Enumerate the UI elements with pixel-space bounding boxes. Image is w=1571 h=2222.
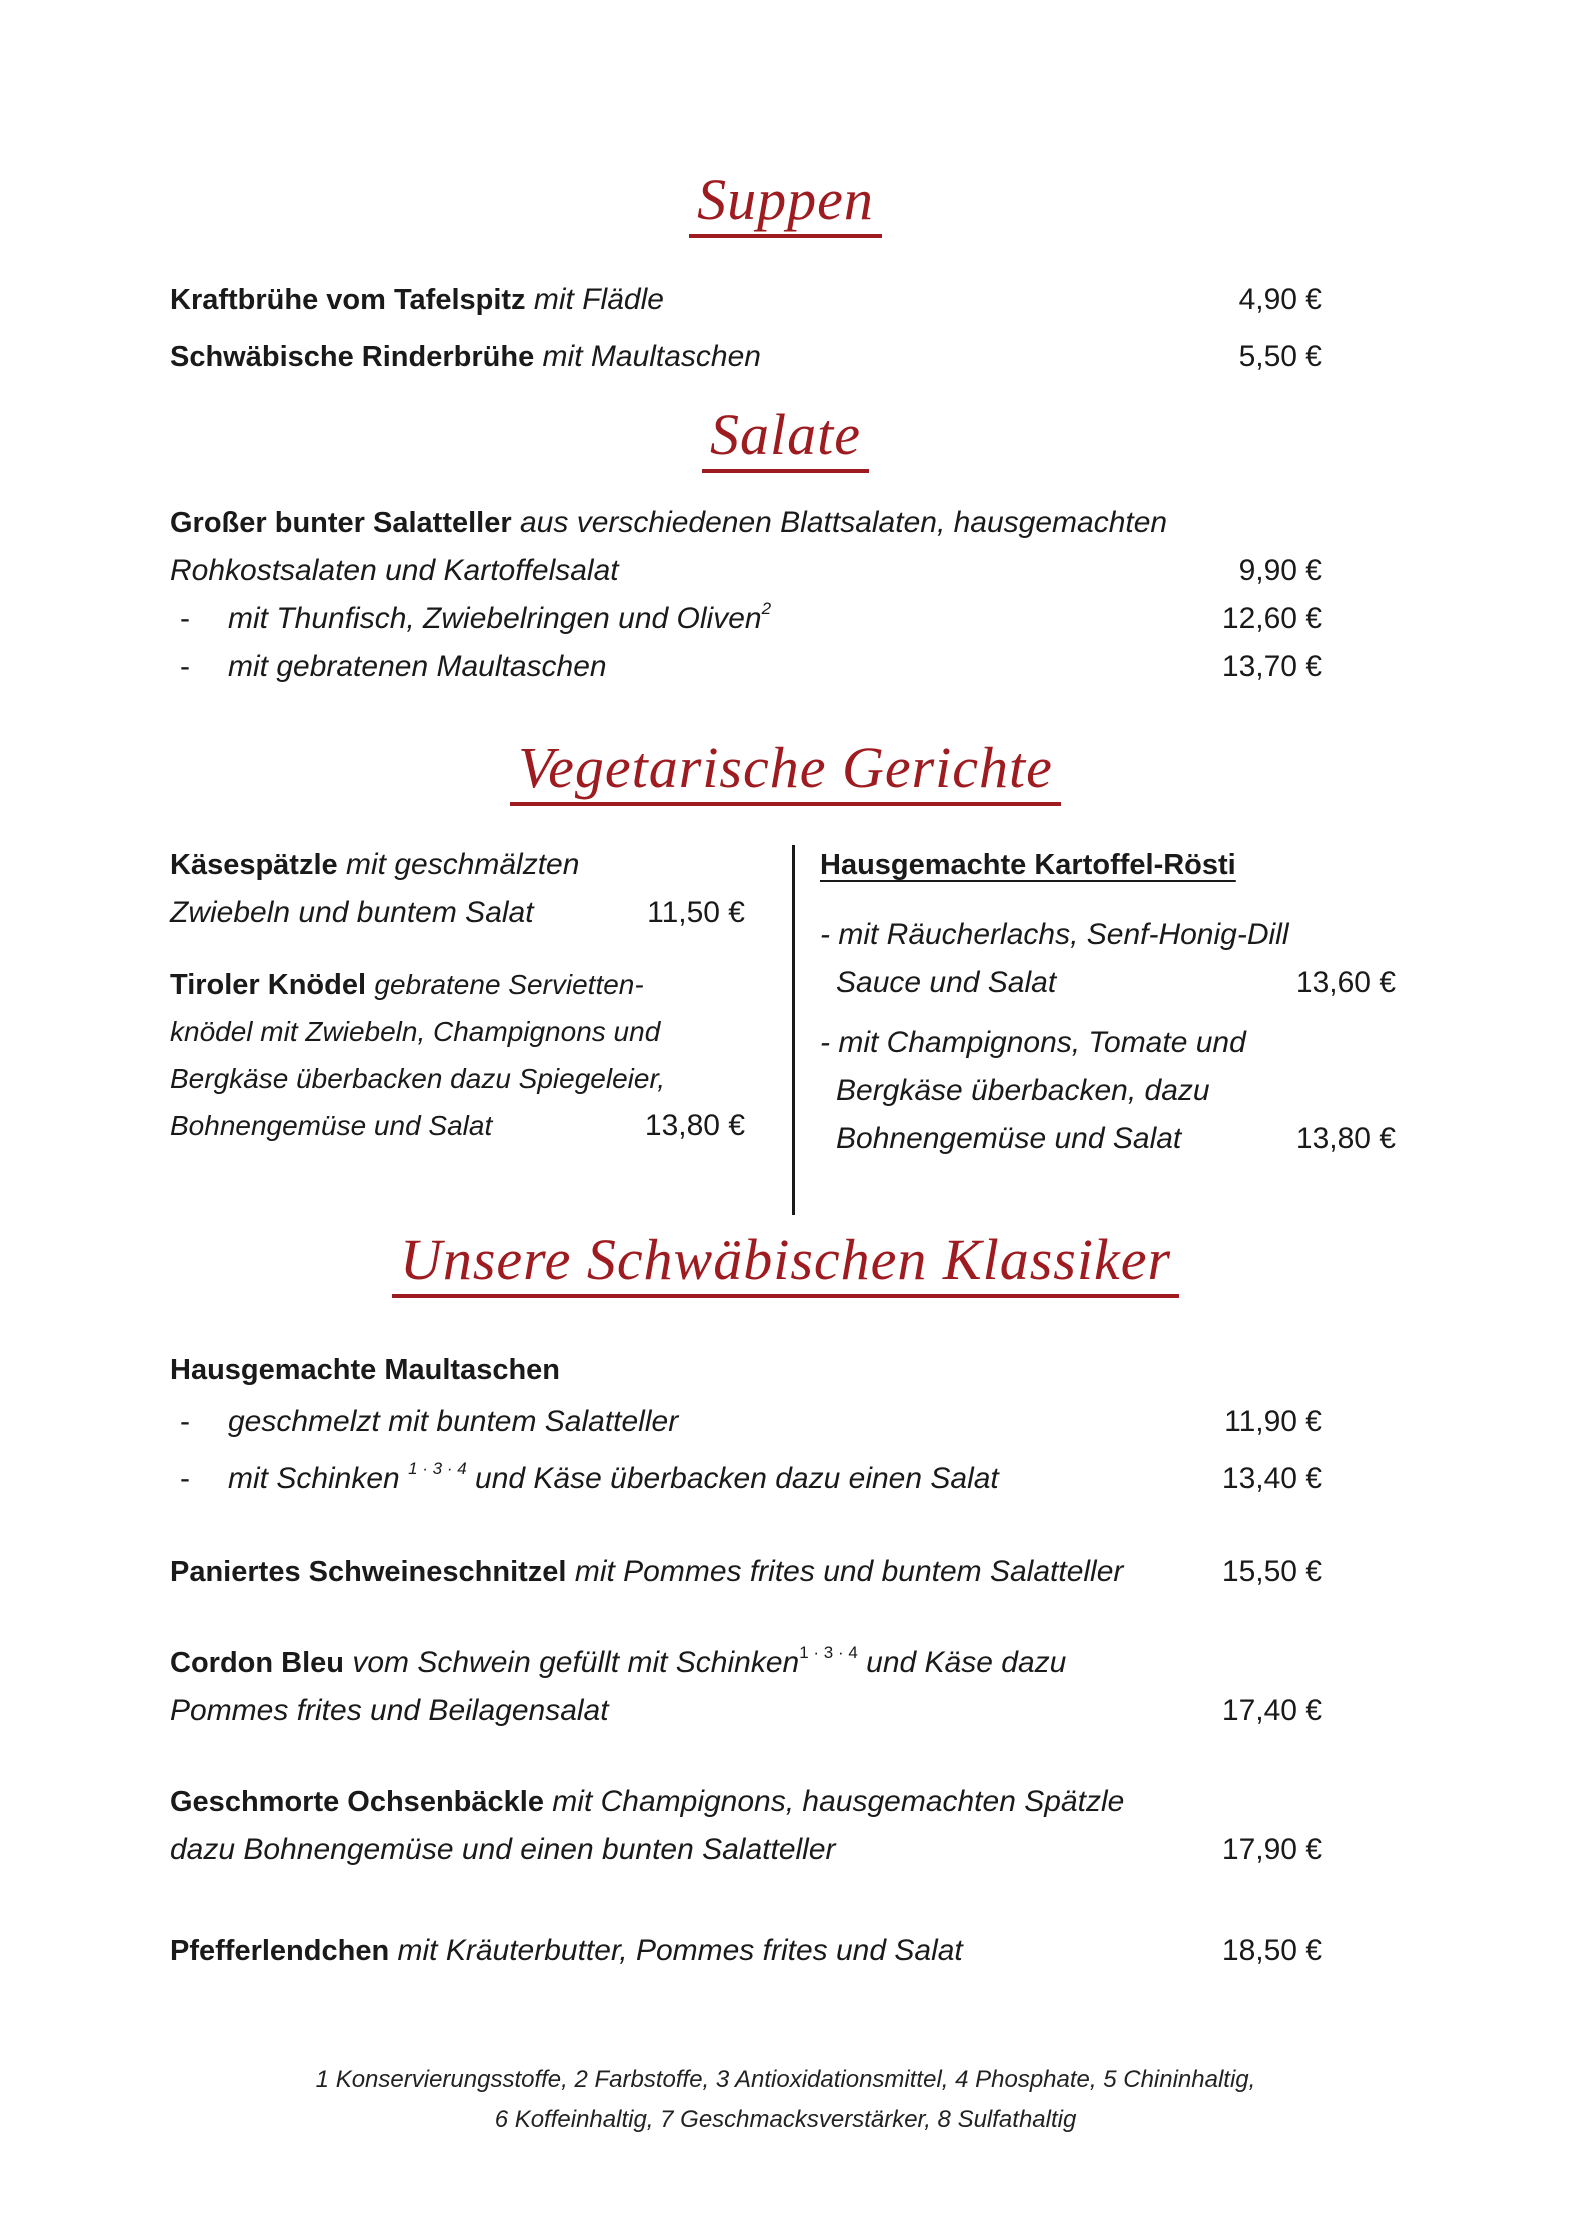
item-price: 4,90 € (1238, 283, 1322, 316)
section-title-klassiker: Unsere Schwäbischen Klassiker (0, 1225, 1571, 1295)
dash-bullet: - (180, 602, 190, 635)
menu-item-schnitzel (170, 1552, 1123, 1592)
menu-item-rinderbruehe (170, 337, 761, 377)
item-description: gebratene Servietten- (374, 969, 644, 1000)
item-name: Kraftbrühe vom Tafelspitz (170, 284, 526, 316)
item-price: 13,80 € (1295, 1122, 1396, 1155)
item-price: 12,60 € (1221, 602, 1322, 635)
roesti-option-line: Bergkäse überbacken, dazu (836, 1074, 1210, 1107)
menu-item-tiroler-knoedel (170, 965, 644, 1005)
item-description: mit Champignons, hausgemachten Spätzle (552, 1785, 1125, 1818)
item-name: Schwäbische Rinderbrühe (170, 341, 535, 373)
item-price: 9,90 € (1238, 554, 1322, 587)
item-name: Tiroler Knödel (170, 969, 367, 1001)
item-price: 17,40 € (1221, 1694, 1322, 1727)
item-description: mit Kräuterbutter, Pommes frites und Salat (397, 1934, 963, 1967)
item-description: mit geschmälzten (346, 848, 580, 881)
roesti-title: Hausgemachte Kartoffel-Rösti (820, 849, 1236, 881)
item-description-cont: dazu Bohnengemüse und einen bunten Salatteller (170, 1833, 836, 1866)
item-name: Großer bunter Salatteller (170, 507, 512, 539)
roesti-option-line: Sauce und Salat (836, 966, 1057, 999)
allergen-sup: 1 · 3 · 4 (799, 1643, 858, 1662)
menu-item-pfefferlendchen (170, 1931, 963, 1971)
menu-variant-maultaschen: mit gebratenen Maultaschen (228, 650, 607, 683)
item-price: 13,70 € (1221, 650, 1322, 683)
item-price: 11,90 € (1224, 1405, 1322, 1438)
item-description-cont: Zwiebeln und buntem Salat (170, 896, 534, 929)
item-price: 5,50 € (1238, 340, 1322, 373)
item-name: Käsespätzle (170, 849, 338, 881)
variant-text: und Käse überbacken dazu einen Salat (475, 1462, 999, 1495)
menu-variant-geschmelzt: geschmelzt mit buntem Salatteller (228, 1405, 679, 1438)
menu-item-kraftbruehe (170, 280, 664, 320)
item-price: 17,90 € (1221, 1833, 1322, 1866)
footnote-line: 1 Konservierungsstoffe, 2 Farbstoffe, 3 Antioxidationsmittel, 4 Phosphate, 5 Chininhaltig, (315, 2066, 1256, 2093)
menu-item-salatteller (170, 503, 1167, 543)
menu-item-ochsenbaeckle (170, 1782, 1124, 1822)
allergen-sup: 1 · 3 · 4 (408, 1459, 467, 1478)
item-name: Cordon Bleu (170, 1647, 344, 1679)
column-divider (792, 845, 795, 1215)
menu-item-cordon-bleu (170, 1643, 1066, 1683)
menu-variant-thunfisch (228, 599, 771, 639)
dash-bullet: - (180, 1405, 190, 1438)
footnote-line: 6 Koffeinhaltig, 7 Geschmacksverstärker, 8 Sulfathaltig (494, 2106, 1077, 2133)
item-description: mit Maultaschen (542, 340, 761, 373)
variant-text: mit Thunfisch, Zwiebelringen und Oliven (228, 602, 762, 635)
item-price: 13,60 € (1295, 966, 1396, 999)
item-price: 18,50 € (1221, 1934, 1322, 1967)
roesti-option-line: - mit Räucherlachs, Senf-Honig-Dill (820, 918, 1289, 951)
item-price: 11,50 € (647, 896, 745, 929)
menu-variant-schinken (228, 1459, 999, 1499)
item-price: 15,50 € (1221, 1555, 1322, 1588)
item-name: Paniertes Schweineschnitzel (170, 1556, 567, 1588)
menu-item-kaesespaetzle (170, 845, 579, 885)
section-title-vegetarisch: Vegetarische Gerichte (0, 733, 1571, 803)
item-price: 13,40 € (1221, 1462, 1322, 1495)
item-description-cont: Pommes frites und Beilagensalat (170, 1694, 609, 1727)
section-title-suppen: Suppen (0, 165, 1571, 235)
item-description: mit Flädle (533, 283, 664, 316)
dash-bullet: - (180, 1462, 190, 1495)
section-title-salate: Salate (0, 400, 1571, 470)
item-description-cont: knödel mit Zwiebeln, Champignons und (170, 1016, 661, 1047)
allergen-sup: 2 (761, 599, 772, 618)
item-description-cont: Rohkostsalaten und Kartoffelsalat (170, 554, 619, 587)
item-description-cont: Bergkäse überbacken dazu Spiegeleier, (170, 1063, 666, 1094)
item-price: 13,80 € (644, 1109, 745, 1142)
item-name: Pfefferlendchen (170, 1935, 390, 1967)
item-description: aus verschiedenen Blattsalaten, hausgemachten (520, 506, 1168, 539)
maultaschen-title: Hausgemachte Maultaschen (170, 1354, 561, 1386)
variant-text: mit Schinken (228, 1462, 400, 1495)
item-name: Geschmorte Ochsenbäckle (170, 1786, 544, 1818)
item-description: mit Pommes frites und buntem Salatteller (574, 1555, 1124, 1588)
roesti-option-line: - mit Champignons, Tomate und (820, 1026, 1246, 1059)
item-description: vom Schwein gefüllt mit Schinken (352, 1646, 800, 1679)
dash-bullet: - (180, 650, 190, 683)
roesti-option-line: Bohnengemüse und Salat (836, 1122, 1182, 1155)
item-description: und Käse dazu (866, 1646, 1067, 1679)
item-description-cont: Bohnengemüse und Salat (170, 1110, 493, 1141)
